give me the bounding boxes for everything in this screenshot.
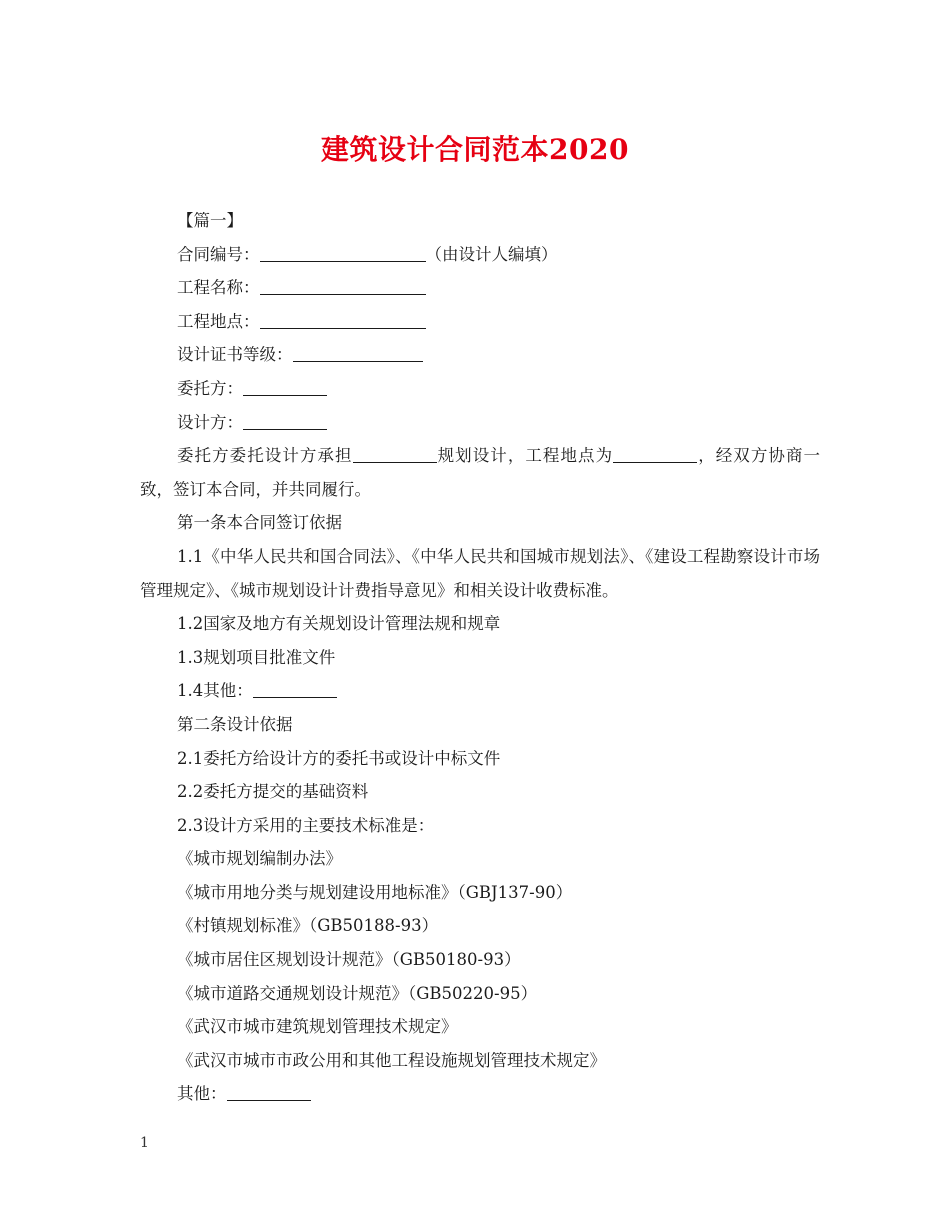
- standard-item: 《城市道路交通规划设计规范》（GB50220-95）: [177, 983, 538, 1003]
- article1-item2: 1.2国家及地方有关规划设计管理法规和规章: [177, 614, 501, 634]
- intro-part1: 委托方委托设计方承担: [177, 446, 353, 466]
- article1-item4-blank[interactable]: [253, 679, 337, 698]
- contract-number-note: （由设计人编填）: [425, 244, 558, 264]
- project-name-row: [140, 271, 820, 305]
- project-name-label: 工程名称：: [177, 278, 260, 298]
- contract-number-row: [140, 238, 820, 272]
- designer-label: 设计方：: [177, 412, 243, 432]
- intro-part2: 规划设计，工程地点为: [436, 446, 614, 466]
- article1-item4-label: 1.4其他：: [177, 681, 253, 701]
- client-label: 委托方：: [177, 378, 243, 398]
- project-name-blank[interactable]: [260, 276, 426, 295]
- article2-item3: 2.3设计方采用的主要技术标准是：: [177, 815, 435, 835]
- designer-blank[interactable]: [243, 411, 327, 430]
- standard-item: 《武汉市城市市政公用和其他工程设施规划管理技术规定》: [177, 1050, 606, 1070]
- article1-item1: 1.1《中华人民共和国合同法》、《中华人民共和国城市规划法》、《建设工程勘察设计市场管理规定》、《城市规划设计计费指导意见》和相关设计收费标准。: [140, 546, 820, 600]
- standard-item: 《武汉市城市建筑规划管理技术规定》: [177, 1017, 458, 1037]
- document-body: [140, 204, 820, 1111]
- project-location-blank[interactable]: [260, 310, 426, 329]
- contract-number-label: 合同编号：: [177, 244, 260, 264]
- section-label: 【篇一】: [177, 211, 243, 230]
- standard-item: 《村镇规划标准》（GB50188-93）: [177, 916, 439, 936]
- intro-paragraph: [140, 439, 820, 506]
- article1-item3: 1.3规划项目批准文件: [177, 647, 336, 667]
- cert-grade-blank[interactable]: [293, 343, 423, 362]
- article2-heading: 第二条设计依据: [177, 714, 293, 734]
- page-number: 1: [140, 1135, 149, 1151]
- article2-item1: 2.1委托方给设计方的委托书或设计中标文件: [177, 748, 501, 768]
- cert-grade-row: [140, 338, 820, 372]
- document-title: 建筑设计合同范本2020: [321, 133, 629, 166]
- other-label: 其他：: [177, 1084, 227, 1104]
- intro-location-blank[interactable]: [613, 444, 697, 463]
- intro-part3: ，经双方协商一致，签订本合同，并共同履行。: [140, 446, 821, 499]
- standard-item: 《城市规划编制办法》: [177, 849, 342, 869]
- article2-item2: 2.2委托方提交的基础资料: [177, 782, 369, 802]
- cert-grade-label: 设计证书等级：: [177, 345, 293, 365]
- project-location-row: [140, 305, 820, 339]
- article1-item4-row: [140, 674, 820, 708]
- standard-item: 《城市用地分类与规划建设用地标准》（GBJ137-90）: [177, 882, 573, 902]
- other-row: [140, 1077, 820, 1111]
- project-location-label: 工程地点：: [177, 311, 260, 331]
- client-blank[interactable]: [243, 377, 327, 396]
- other-blank[interactable]: [227, 1082, 311, 1101]
- intro-scope-blank[interactable]: [353, 444, 437, 463]
- standard-item: 《城市居住区规划设计规范》（GB50180-93）: [177, 950, 521, 970]
- designer-row: [140, 406, 820, 440]
- contract-number-blank[interactable]: [260, 243, 426, 262]
- client-row: [140, 372, 820, 406]
- article1-heading: 第一条本合同签订依据: [177, 513, 342, 533]
